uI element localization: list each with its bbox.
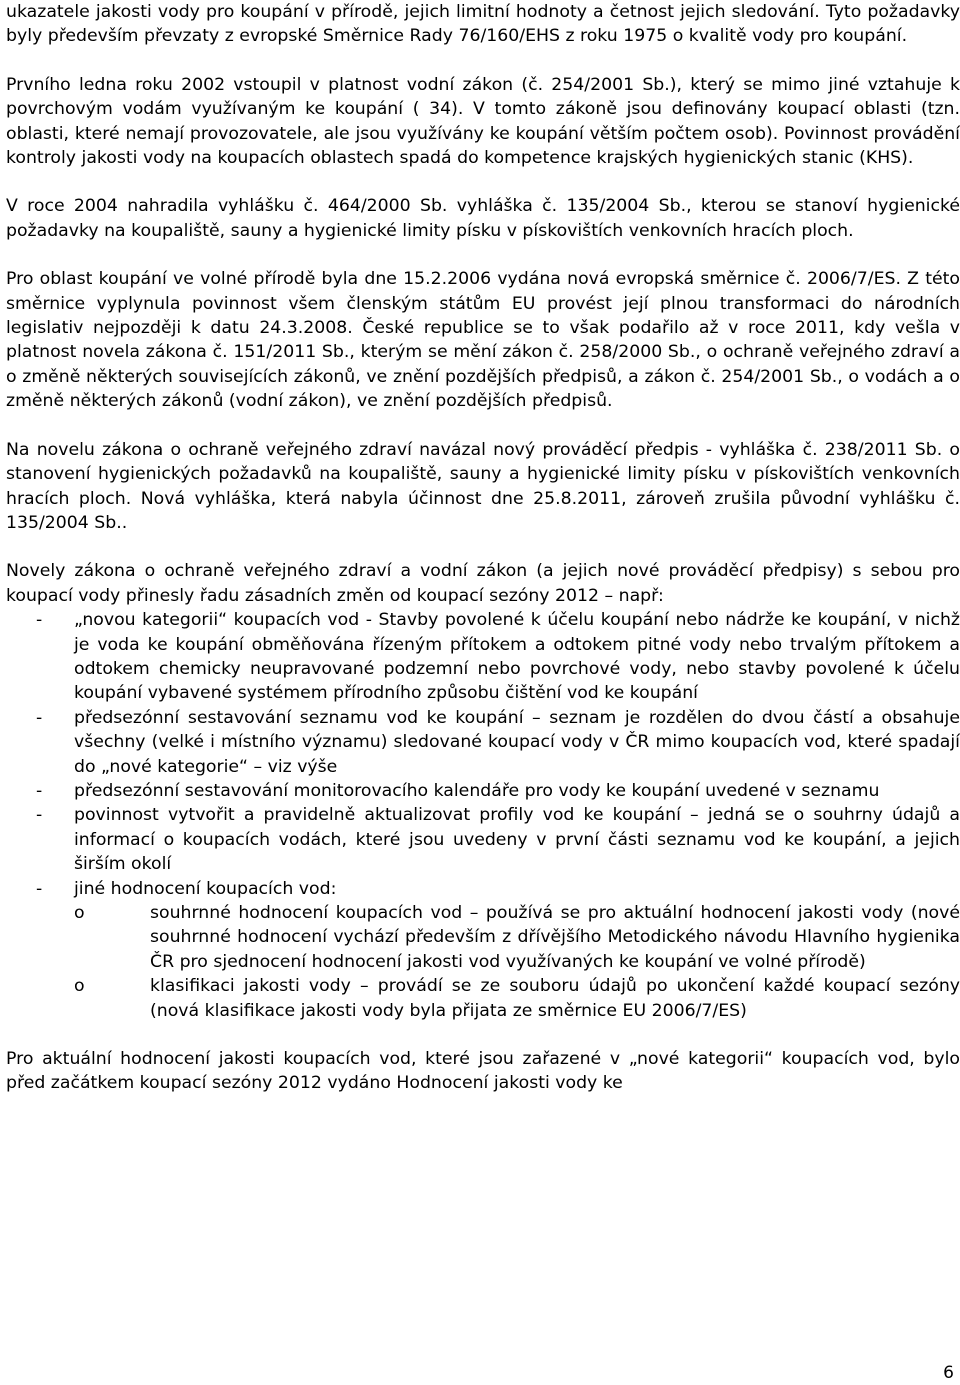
spacer [6, 243, 960, 267]
paragraph-7: Pro aktuální hodnocení jakosti koupacích vod, které jsou zařazené v „nové kategorii“ koupacích vod, bylo před začátkem koupací sezóny 2012 vydáno Hodnocení jakosti vody ke [6, 1049, 960, 1094]
spacer [6, 170, 960, 194]
list-item-text: „novou kategorii“ koupacích vod - Stavby povolené k účelu koupání nebo nádrže ke koupání, v nichž je voda ke koupání obměňována řízeným přítokem a odtokem pitné vody nebo trvalým přítokem a odtokem chemicky neupravované podzemní nebo povrchové vody, nebo stavby povolené k účelu koupání vybavené systémem přírodního způsobu čištění vod ke koupání [74, 610, 960, 704]
paragraph-5: Na novelu zákona o ochraně veřejného zdraví navázal nový prováděcí předpis - vyhláška č. 238/2011 Sb. o stanovení hygienických požadavků na koupaliště, sauny a hygienické limity písku v pískovištích venkovních hracích ploch. Nová vyhláška, která nabyla účinnost dne 25.8.2011, zároveň zrušila původní vyhlášku č. 135/2004 Sb.. [6, 439, 960, 533]
sublist-item-text: klasifikaci jakosti vody – provádí se ze souboru údajů po ukončení každé koupací sezóny (nová klasifikace jakosti vody byla přijata ze směrnice EU 2006/7/ES) [150, 976, 960, 1021]
paragraph-3: V roce 2004 nahradila vyhlášku č. 464/2000 Sb. vyhláška č. 135/2004 Sb., kterou se stanoví hygienické požadavky na koupaliště, sauny a hygienické limity písku v pískovištích venkovních hracích ploch. [6, 196, 960, 241]
dash-bullet: - [36, 878, 43, 899]
dash-bullet: - [36, 780, 43, 801]
list-item-text: jiné hodnocení koupacích vod: [74, 878, 337, 899]
list-item-text: povinnost vytvořit a pravidelně aktualizovat profily vod ke koupání – jedná se o souhrny údajů a informací o koupacích vodách, které jsou uvedeny v první části seznamu vod ke koupání, a jejich širším okolí [74, 805, 960, 875]
changes-list [6, 608, 960, 1023]
circle-bullet: o [74, 976, 85, 997]
list-item-text: předsezónní sestavování monitorovacího kalendáře pro vody ke koupání uvedené v seznamu [74, 780, 880, 801]
paragraph-1: ukazatele jakosti vody pro koupání v přírodě, jejich limitní hodnoty a četnost jejich sledování. Tyto požadavky byly především převzaty z evropské Směrnice Rady 76/160/EHS z roku 1975 o kvalitě vody pro koupání. [6, 2, 960, 47]
list-item [6, 803, 960, 876]
spacer [6, 414, 960, 438]
page-number: 6 [943, 1363, 954, 1383]
document-page [6, 0, 960, 1096]
spacer [6, 535, 960, 559]
circle-bullet: o [74, 903, 85, 923]
paragraph-2: Prvního ledna roku 2002 vstoupil v platnost vodní zákon (č. 254/2001 Sb.), který se mimo jiné vztahuje k povrchovým vodám využívaným ke koupání ( 34). V tomto zákoně jsou definovány koupací oblasti (tzn. oblasti, které nemají provozovatele, ale jsou využívány ke koupání větším počtem osob). Povinnost provádění kontroly jakosti vody na koupacích oblastech spadá do kompetence krajských hygienických stanic (KHS). [6, 74, 960, 169]
sublist-item-text: souhrnné hodnocení koupacích vod – používá se pro aktuální hodnocení jakosti vody (nové souhrnné hodnocení vychází především z dřívějšího Metodického návodu Hlavního hygienika ČR pro sjednocení hodnocení jakosti vod využívaných ke koupání ve volné přírodě) [150, 903, 960, 972]
list-item-text: předsezónní sestavování seznamu vod ke koupání – seznam je rozdělen do dvou částí a obsahuje všechny (velké i místního významu) sledované koupací vody v ČR mimo koupacích vod, které spadají do „nové kategorie“ – viz výše [74, 707, 960, 777]
dash-bullet: - [36, 610, 43, 631]
dash-bullet: - [36, 707, 43, 728]
list-item [6, 608, 960, 706]
sublist-item [74, 974, 960, 1023]
paragraph-4: Pro oblast koupání ve volné přírodě byla dne 15.2.2006 vydána nová evropská směrnice č. 2006/7/ES. Z této směrnice vyplynula povinnost všem členským státům EU provést její plnou transformaci do národních legislativ nejpozději k datu 24.3.2008. České republice se to však podařilo až v roce 2011, kdy vešla v platnost novela zákona č. 151/2011 Sb., kterým se mění zákon č. 258/2000 Sb., o ochraně veřejného zdraví a o změně některých souvisejících zákonů, ve znění pozdějších předpisů, a zákon č. 254/2001 Sb., o vodách a o změně některých zákonů (vodní zákon), ve znění pozdějších předpisů. [6, 269, 960, 412]
evaluation-sublist [74, 901, 960, 1023]
spacer [6, 49, 960, 73]
list-item [6, 779, 960, 803]
dash-bullet: - [36, 805, 43, 826]
spacer [6, 1023, 960, 1047]
paragraph-6: Novely zákona o ochraně veřejného zdraví a vodní zákon (a jejich nové prováděcí předpisy) s sebou pro koupací vody přinesly řadu zásadních změn od koupací sezóny 2012 – např: [6, 561, 960, 606]
list-item [6, 706, 960, 779]
list-item [6, 877, 960, 1023]
sublist-item [74, 901, 960, 974]
